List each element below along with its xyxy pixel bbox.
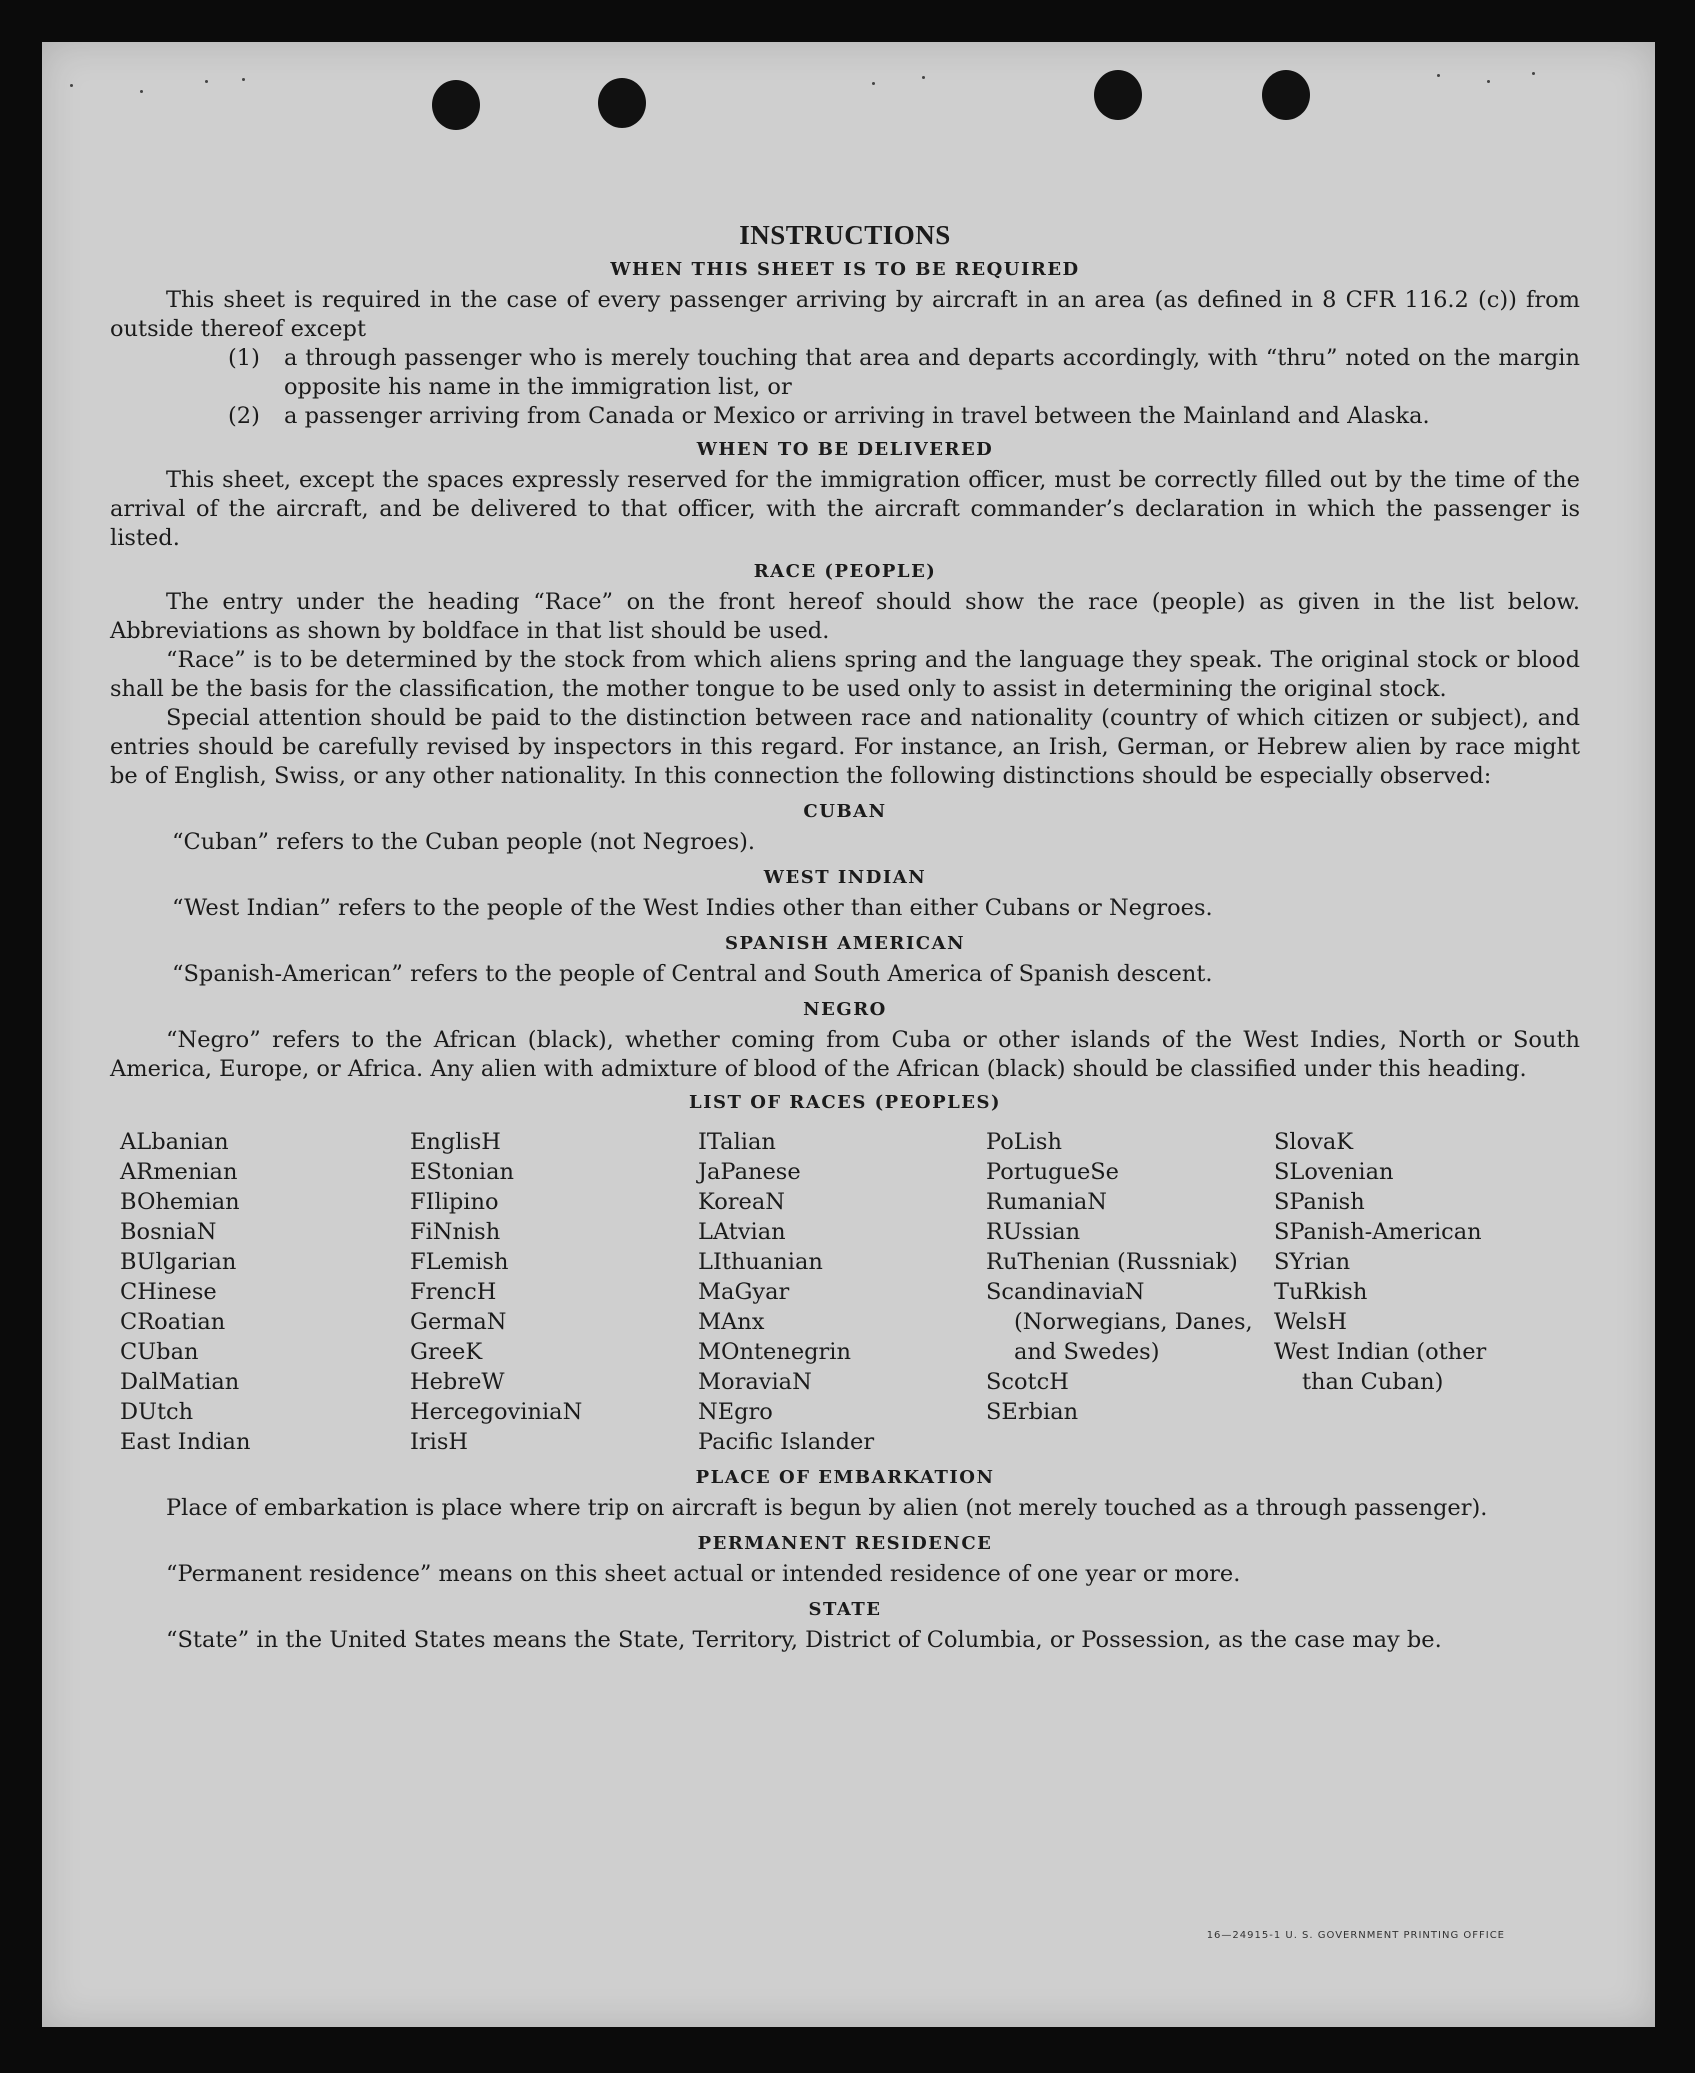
- race-column-3: [698, 1127, 986, 1457]
- race-item: MoraviaN: [698, 1369, 812, 1395]
- heading-permanent-residence: PERMANENT RESIDENCE: [697, 1533, 993, 1554]
- race-paragraph-1: The entry under the heading “Race” on the front hereof should show the race (people) as given in the list below. Abbreviations as shown by boldface in that list should be used.: [110, 589, 1580, 644]
- speck: [1437, 74, 1440, 77]
- punch-hole: [432, 80, 480, 130]
- document-title: INSTRUCTIONS: [739, 220, 951, 250]
- race-item: HercegoviniaN: [410, 1399, 583, 1425]
- race-list: [120, 1127, 1580, 1457]
- heading-when-required: WHEN THIS SHEET IS TO BE REQUIRED: [610, 259, 1080, 280]
- race-item: CUban: [120, 1339, 199, 1365]
- punch-hole: [1262, 70, 1310, 120]
- race-item: MaGyar: [698, 1279, 790, 1305]
- printing-office-footer: 16—24915-1 U. S. GOVERNMENT PRINTING OFFICE: [1206, 1930, 1505, 1941]
- race-item: FIlipino: [410, 1189, 499, 1215]
- race-item: GreeK: [410, 1339, 483, 1365]
- race-item: ScotcH: [986, 1369, 1069, 1395]
- race-column-2: [410, 1127, 698, 1457]
- race-item: FiNnish: [410, 1219, 501, 1245]
- race-item: RUssian: [986, 1219, 1081, 1245]
- exception-text: a passenger arriving from Canada or Mexico or arriving in travel between the Mainland and Alaska.: [284, 403, 1430, 429]
- race-item: HebreW: [410, 1369, 505, 1395]
- race-item: SLovenian: [1274, 1159, 1394, 1185]
- race-item: BUlgarian: [120, 1249, 237, 1275]
- race-item: EStonian: [410, 1159, 515, 1185]
- cuban-text: “Cuban” refers to the Cuban people (not Negroes).: [172, 829, 756, 855]
- race-item: MOntenegrin: [698, 1339, 851, 1365]
- heading-west-indian: WEST INDIAN: [763, 867, 927, 888]
- race-item: SlovaK: [1274, 1129, 1354, 1155]
- speck: [140, 90, 143, 93]
- race-item: BosniaN: [120, 1219, 217, 1245]
- race-item: MAnx: [698, 1309, 765, 1335]
- race-column-4: [986, 1127, 1274, 1457]
- punch-hole: [598, 78, 646, 128]
- race-column-5: [1274, 1127, 1504, 1457]
- instructions-content: [110, 178, 1580, 1655]
- race-item: RumaniaN: [986, 1189, 1107, 1215]
- race-item: DUtch: [120, 1399, 194, 1425]
- race-item: PoLish: [986, 1129, 1062, 1155]
- state-text: “State” in the United States means the State, Territory, District of Columbia, or Possession, as the case may be.: [166, 1627, 1442, 1653]
- race-item: FrencH: [410, 1279, 497, 1305]
- race-item: SYrian: [1274, 1249, 1351, 1275]
- race-item: KoreaN: [698, 1189, 785, 1215]
- speck: [1532, 72, 1535, 75]
- exception-item: [228, 344, 1580, 402]
- speck: [242, 78, 245, 81]
- exception-item: [228, 402, 1580, 431]
- heading-spanish-american: SPANISH AMERICAN: [724, 933, 966, 954]
- race-item: NEgro: [698, 1399, 773, 1425]
- document-sheet: [42, 42, 1655, 2027]
- heading-negro: NEGRO: [803, 999, 887, 1020]
- when-delivered-text: This sheet, except the spaces expressly reserved for the immigration officer, must be correctly filled out by the time of the arrival of the aircraft, and be delivered to that officer, with the aircraft commander’s declaration in which the passenger is listed.: [110, 467, 1580, 551]
- race-item: CRoatian: [120, 1309, 226, 1335]
- embarkation-text: Place of embarkation is place where trip on aircraft is begun by alien (not merely touched as a through passenger).: [166, 1495, 1488, 1521]
- speck: [205, 80, 208, 83]
- when-required-text: This sheet is required in the case of every passenger arriving by aircraft in an area (as defined in 8 CFR 116.2 (c)) from outside thereof except: [110, 287, 1580, 342]
- race-item: EnglisH: [410, 1129, 501, 1155]
- speck: [922, 76, 925, 79]
- race-item: BOhemian: [120, 1189, 240, 1215]
- race-item: DalMatian: [120, 1369, 240, 1395]
- race-item: SErbian: [986, 1399, 1079, 1425]
- race-column-1: [120, 1127, 410, 1457]
- race-paragraph-3: Special attention should be paid to the distinction between race and nationality (country of which citizen or subject), and entries should be carefully revised by inspectors in this regard. For instance, an Irish, German, or Hebrew alien by race might be of English, Swiss, or any other nationality. In this connection the following distinctions should be especially observed:: [110, 705, 1580, 789]
- heading-race: RACE (PEOPLE): [753, 561, 937, 582]
- heading-state: STATE: [808, 1599, 882, 1620]
- punch-hole: [1094, 70, 1142, 120]
- race-paragraph-2: “Race” is to be determined by the stock from which aliens spring and the language they speak. The original stock or blood shall be the basis for the classification, the mother tongue to be used only to assist in determining the original stock.: [110, 647, 1580, 702]
- race-item: ScandinaviaN (Norwegians, Danes, and Swedes): [986, 1279, 1253, 1365]
- race-item: GermaN: [410, 1309, 507, 1335]
- heading-embarkation: PLACE OF EMBARKATION: [695, 1467, 995, 1488]
- exception-number: (1): [228, 345, 260, 371]
- race-item: LIthuanian: [698, 1249, 823, 1275]
- race-item: TuRkish: [1274, 1279, 1368, 1305]
- race-item: PortugueSe: [986, 1159, 1120, 1185]
- speck: [70, 84, 73, 87]
- race-item: East Indian: [120, 1429, 251, 1455]
- race-item: ALbanian: [120, 1129, 229, 1155]
- heading-when-delivered: WHEN TO BE DELIVERED: [696, 439, 994, 460]
- race-item: ITalian: [698, 1129, 776, 1155]
- spanish-american-text: “Spanish-American” refers to the people of Central and South America of Spanish descent.: [172, 961, 1213, 987]
- speck: [872, 82, 875, 85]
- race-item: ARmenian: [120, 1159, 238, 1185]
- race-item: JaPanese: [698, 1159, 801, 1185]
- speck: [1487, 80, 1490, 83]
- permanent-residence-text: “Permanent residence” means on this sheet actual or intended residence of one year or more.: [166, 1561, 1241, 1587]
- race-item: SPanish: [1274, 1189, 1365, 1215]
- race-item: IrisH: [410, 1429, 469, 1455]
- exception-number: (2): [228, 403, 260, 429]
- race-item: West Indian (other than Cuban): [1274, 1339, 1487, 1395]
- exception-text: a through passenger who is merely touching that area and departs accordingly, with “thru” noted on the margin opposite his name in the immigration list, or: [284, 345, 1580, 400]
- heading-cuban: CUBAN: [803, 801, 887, 822]
- race-item: LAtvian: [698, 1219, 786, 1245]
- heading-list-of-races: LIST OF RACES (PEOPLES): [688, 1092, 1002, 1113]
- race-item: SPanish-American: [1274, 1219, 1482, 1245]
- race-item: RuThenian (Russniak): [986, 1249, 1238, 1275]
- race-item: WelsH: [1274, 1309, 1347, 1335]
- race-item: FLemish: [410, 1249, 509, 1275]
- race-item: CHinese: [120, 1279, 217, 1305]
- race-item: Pacific Islander: [698, 1429, 875, 1455]
- negro-text: “Negro” refers to the African (black), whether coming from Cuba or other islands of the West Indies, North or South America, Europe, or Africa. Any alien with admixture of blood of the African (black) should be classified under this heading.: [110, 1027, 1580, 1082]
- west-indian-text: “West Indian” refers to the people of the West Indies other than either Cubans or Negroes.: [172, 895, 1213, 921]
